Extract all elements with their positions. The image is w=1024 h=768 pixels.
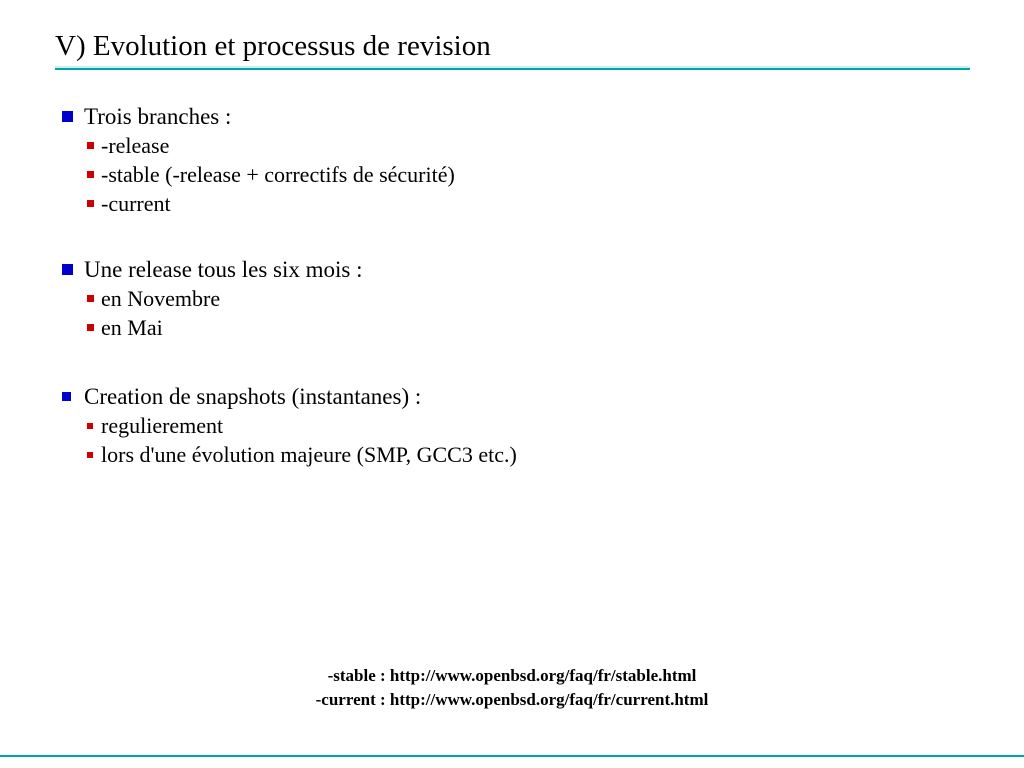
list-subitem [62, 440, 1004, 469]
list-item-label: Une release tous les six mois : [84, 256, 363, 282]
square-subbullet-icon [87, 452, 93, 458]
square-subbullet-icon [87, 324, 94, 331]
list-item [62, 382, 1004, 411]
list-subitem-label: lors d'une évolution majeure (SMP, GCC3 etc.) [101, 441, 517, 467]
list-subitem-label: -stable (-release + correctifs de sécurité) [101, 161, 455, 187]
square-subbullet-icon [87, 200, 94, 207]
list-subitem [62, 160, 1004, 189]
footer-urls [0, 664, 1024, 712]
square-subbullet-icon [87, 423, 93, 429]
square-subbullet-icon [87, 295, 94, 302]
list-subitem [62, 131, 1004, 160]
footer-url-stable: -stable : http://www.openbsd.org/faq/fr/stable.html [327, 666, 697, 685]
list-subitem-label: -current [101, 190, 171, 216]
bullet-group-release-cycle [62, 255, 1004, 342]
list-subitem [62, 313, 1004, 342]
list-subitem [62, 411, 1004, 440]
title-underline-line [55, 68, 970, 70]
list-item [62, 255, 1004, 284]
list-subitem-label: -release [101, 132, 170, 158]
list-item [62, 102, 1004, 131]
list-item-label: Creation de snapshots (instantanes) : [84, 383, 422, 409]
bullet-group-snapshots [62, 382, 1004, 469]
footer-url-current: -current : http://www.openbsd.org/faq/fr/current.html [315, 690, 709, 709]
title-underline-rule [55, 66, 970, 70]
list-subitem-label: regulierement [101, 412, 224, 438]
list-subitem-label: en Novembre [101, 285, 221, 311]
square-bullet-icon [62, 264, 73, 275]
square-bullet-icon [62, 392, 71, 401]
square-subbullet-icon [87, 171, 94, 178]
slide-title: V) Evolution et processus de revision [55, 30, 491, 62]
square-subbullet-icon [87, 142, 94, 149]
bullet-group-branches [62, 102, 1004, 218]
list-subitem [62, 189, 1004, 218]
bottom-rule [0, 755, 1024, 757]
list-subitem-label: en Mai [101, 314, 163, 340]
list-item-label: Trois branches : [84, 103, 232, 129]
list-subitem [62, 284, 1004, 313]
square-bullet-icon [62, 111, 73, 122]
